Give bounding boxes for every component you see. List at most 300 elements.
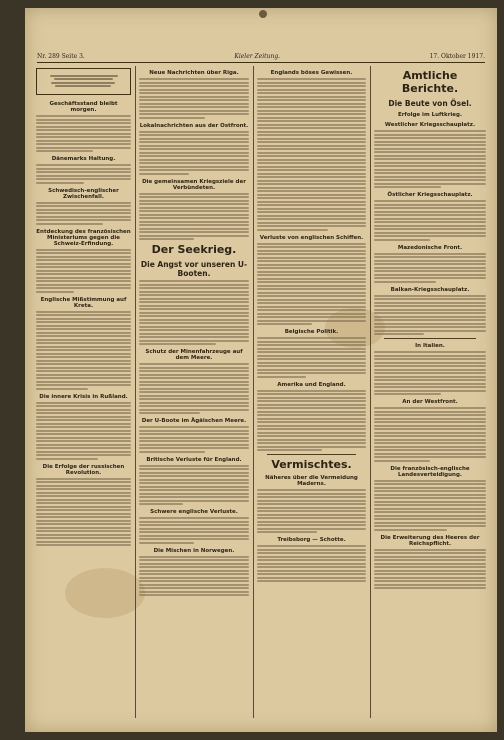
text-line bbox=[36, 335, 131, 337]
text-line bbox=[374, 393, 441, 395]
text-line bbox=[139, 503, 183, 505]
text-line bbox=[257, 323, 312, 325]
text-line bbox=[257, 407, 366, 409]
article-body bbox=[257, 337, 366, 378]
text-line bbox=[139, 489, 249, 491]
text-line bbox=[139, 148, 249, 150]
text-line bbox=[139, 319, 249, 321]
text-line bbox=[257, 204, 366, 206]
text-line bbox=[36, 527, 131, 529]
text-line bbox=[374, 358, 486, 360]
text-line bbox=[36, 209, 131, 211]
text-line bbox=[36, 314, 131, 316]
text-line bbox=[55, 85, 110, 87]
text-line bbox=[257, 414, 366, 416]
text-line bbox=[139, 426, 249, 428]
text-line bbox=[36, 164, 131, 166]
text-line bbox=[374, 326, 486, 328]
text-line bbox=[139, 196, 249, 198]
text-line bbox=[36, 129, 131, 131]
text-line bbox=[374, 511, 486, 513]
text-line bbox=[36, 122, 131, 124]
column-4 bbox=[371, 66, 489, 720]
text-line bbox=[257, 141, 366, 143]
article-heading: Neue Nachrichten über Riga. bbox=[149, 70, 239, 76]
article-heading: Die Erweiterung des Heeres der Reichspflicht. bbox=[380, 534, 480, 547]
text-line bbox=[139, 298, 249, 300]
text-line bbox=[139, 221, 249, 223]
text-line bbox=[36, 273, 131, 275]
text-line bbox=[374, 573, 486, 575]
text-line bbox=[374, 221, 486, 223]
text-line bbox=[139, 370, 249, 372]
text-line bbox=[36, 478, 131, 480]
text-line bbox=[36, 541, 131, 543]
text-line bbox=[374, 453, 486, 455]
text-line bbox=[374, 556, 486, 558]
section-heading: Vermischtes. bbox=[271, 458, 352, 471]
article-body bbox=[257, 243, 366, 326]
article-heading: Schwere englische Verluste. bbox=[150, 509, 238, 515]
text-line bbox=[374, 421, 486, 423]
text-line bbox=[36, 223, 103, 225]
text-line bbox=[374, 263, 486, 265]
text-line bbox=[36, 263, 131, 265]
text-line bbox=[374, 281, 436, 283]
text-line bbox=[139, 468, 249, 470]
text-line bbox=[257, 439, 366, 441]
text-line bbox=[139, 134, 249, 136]
text-line bbox=[36, 249, 131, 251]
text-line bbox=[257, 573, 366, 575]
text-line bbox=[374, 563, 486, 565]
article-body bbox=[36, 311, 131, 390]
article-body bbox=[374, 130, 486, 188]
text-line bbox=[36, 356, 131, 358]
text-line bbox=[139, 329, 249, 331]
text-line bbox=[36, 384, 131, 386]
text-line bbox=[257, 432, 366, 434]
text-line bbox=[374, 407, 486, 409]
text-line bbox=[257, 449, 322, 451]
article-heading: Östlicher Kriegsschauplatz. bbox=[387, 192, 473, 198]
text-line bbox=[139, 92, 249, 94]
text-line bbox=[257, 106, 366, 108]
text-line bbox=[139, 315, 249, 317]
text-line bbox=[257, 274, 366, 276]
text-line bbox=[139, 103, 249, 105]
text-line bbox=[257, 173, 366, 175]
text-line bbox=[139, 235, 249, 237]
text-line bbox=[36, 370, 131, 372]
article-heading: Die französisch-englische Landesverteidigung. bbox=[390, 465, 470, 478]
text-line bbox=[139, 106, 249, 108]
text-line bbox=[257, 187, 366, 189]
text-line bbox=[36, 488, 131, 490]
text-line bbox=[257, 96, 366, 98]
article-subheading: Die Beute von Ösel. bbox=[388, 99, 472, 108]
text-line bbox=[139, 203, 249, 205]
text-line bbox=[139, 591, 249, 593]
text-line bbox=[374, 566, 486, 568]
text-line bbox=[36, 447, 131, 449]
text-line bbox=[374, 323, 486, 325]
text-line bbox=[374, 169, 486, 171]
text-line bbox=[257, 190, 366, 192]
text-line bbox=[36, 291, 74, 293]
text-line bbox=[139, 228, 249, 230]
text-line bbox=[374, 379, 486, 381]
text-line bbox=[257, 264, 366, 266]
text-line bbox=[374, 460, 430, 462]
article-body bbox=[36, 164, 131, 184]
text-line bbox=[374, 480, 486, 482]
article-body bbox=[374, 295, 486, 336]
article-body bbox=[139, 78, 249, 119]
text-line bbox=[36, 205, 131, 207]
text-line bbox=[36, 405, 131, 407]
text-line bbox=[139, 155, 249, 157]
text-line bbox=[139, 312, 249, 314]
text-line bbox=[257, 260, 366, 262]
text-line bbox=[257, 566, 366, 568]
text-line bbox=[36, 202, 131, 204]
text-line bbox=[139, 210, 249, 212]
text-line bbox=[139, 556, 249, 558]
text-line bbox=[36, 437, 131, 439]
header-date: 17. Oktober 1917. bbox=[429, 52, 485, 60]
text-line bbox=[36, 219, 131, 221]
text-line bbox=[36, 270, 131, 272]
text-line bbox=[36, 119, 131, 121]
text-line bbox=[257, 393, 366, 395]
article-body bbox=[36, 478, 131, 547]
article-body bbox=[374, 480, 486, 531]
text-line bbox=[36, 175, 131, 177]
text-line bbox=[36, 277, 131, 279]
article-subheading: Die Angst vor unseren U-Booten. bbox=[140, 260, 248, 278]
page-header bbox=[37, 50, 485, 63]
text-line bbox=[139, 433, 249, 435]
text-line bbox=[257, 369, 366, 371]
text-line bbox=[139, 538, 249, 540]
newspaper-page bbox=[25, 8, 497, 732]
text-line bbox=[257, 162, 366, 164]
text-line bbox=[374, 432, 486, 434]
text-line bbox=[257, 446, 366, 448]
text-line bbox=[257, 78, 366, 80]
text-line bbox=[36, 430, 131, 432]
text-line bbox=[36, 182, 84, 184]
article-heading: Verluste von englischen Schiffen. bbox=[259, 234, 364, 241]
text-line bbox=[257, 316, 366, 318]
section-separator bbox=[267, 454, 356, 455]
text-line bbox=[139, 141, 249, 143]
text-line bbox=[36, 544, 131, 546]
text-line bbox=[36, 492, 131, 494]
text-line bbox=[374, 260, 486, 262]
text-line bbox=[36, 412, 131, 414]
text-line bbox=[257, 82, 366, 84]
article-body bbox=[374, 200, 486, 241]
article-heading: Die Erfolge der russischen Revolution. bbox=[42, 463, 125, 476]
text-line bbox=[36, 342, 131, 344]
text-line bbox=[36, 266, 131, 268]
text-line bbox=[139, 412, 200, 414]
punch-hole bbox=[259, 10, 267, 18]
text-line bbox=[139, 231, 249, 233]
article-body bbox=[36, 249, 131, 293]
text-line bbox=[374, 428, 486, 430]
text-line bbox=[36, 178, 131, 180]
text-line bbox=[374, 172, 486, 174]
text-line bbox=[257, 103, 366, 105]
text-line bbox=[257, 355, 366, 357]
text-line bbox=[374, 298, 486, 300]
text-line bbox=[257, 211, 366, 213]
text-line bbox=[374, 200, 486, 202]
text-line bbox=[257, 113, 366, 115]
text-line bbox=[139, 110, 249, 112]
text-line bbox=[257, 117, 366, 119]
article-body bbox=[257, 489, 366, 533]
text-line bbox=[374, 508, 486, 510]
text-line bbox=[374, 577, 486, 579]
text-line bbox=[374, 439, 486, 441]
text-line bbox=[374, 497, 486, 499]
text-line bbox=[139, 559, 249, 561]
text-line bbox=[139, 573, 249, 575]
text-line bbox=[257, 120, 366, 122]
article-body bbox=[257, 545, 366, 582]
text-line bbox=[36, 216, 131, 218]
text-line bbox=[374, 518, 486, 520]
text-line bbox=[257, 362, 366, 364]
text-line bbox=[374, 446, 486, 448]
text-line bbox=[139, 294, 249, 296]
text-line bbox=[36, 458, 98, 460]
article-heading: Westlicher Kriegsschauplatz. bbox=[384, 122, 476, 128]
text-line bbox=[374, 218, 486, 220]
text-line bbox=[139, 384, 249, 386]
text-line bbox=[257, 351, 366, 353]
text-line bbox=[36, 150, 93, 152]
text-line bbox=[139, 301, 249, 303]
text-line bbox=[374, 183, 486, 185]
text-line bbox=[139, 479, 249, 481]
text-line bbox=[374, 204, 486, 206]
text-line bbox=[36, 349, 131, 351]
text-line bbox=[139, 493, 249, 495]
article-body bbox=[139, 280, 249, 345]
article-heading: Englands böses Gewissen. bbox=[270, 70, 353, 76]
text-line bbox=[36, 212, 131, 214]
text-line bbox=[36, 416, 131, 418]
article-body bbox=[41, 75, 126, 88]
text-line bbox=[139, 78, 249, 80]
text-line bbox=[374, 277, 486, 279]
article-body bbox=[139, 363, 249, 414]
text-line bbox=[257, 341, 366, 343]
text-line bbox=[257, 159, 366, 161]
text-line bbox=[257, 215, 366, 217]
text-line bbox=[36, 516, 131, 518]
text-line bbox=[257, 507, 366, 509]
column-2 bbox=[136, 66, 252, 720]
text-line bbox=[257, 397, 366, 399]
text-line bbox=[374, 418, 486, 420]
text-line bbox=[257, 421, 366, 423]
article-heading: Belgische Politik. bbox=[284, 329, 339, 335]
text-line bbox=[374, 525, 486, 527]
header-issue: Nr. 289 Seite 3. bbox=[37, 52, 85, 60]
text-line bbox=[257, 194, 366, 196]
text-line bbox=[36, 530, 131, 532]
text-line bbox=[257, 208, 366, 210]
text-line bbox=[257, 246, 366, 248]
text-line bbox=[139, 381, 249, 383]
text-line bbox=[374, 435, 486, 437]
text-line bbox=[36, 499, 131, 501]
text-line bbox=[139, 440, 249, 442]
text-line bbox=[374, 144, 486, 146]
article-body bbox=[374, 549, 486, 590]
text-line bbox=[139, 405, 249, 407]
text-line bbox=[36, 451, 131, 453]
text-line bbox=[374, 383, 486, 385]
section-heading: Amtliche Berichte. bbox=[401, 69, 459, 95]
text-line bbox=[374, 487, 486, 489]
text-line bbox=[36, 363, 131, 365]
text-line bbox=[36, 133, 131, 135]
article-heading: Lokalnachrichten aus der Ostfront. bbox=[139, 122, 249, 129]
text-line bbox=[374, 211, 486, 213]
text-line bbox=[139, 224, 249, 226]
text-line bbox=[257, 267, 366, 269]
text-line bbox=[257, 528, 366, 530]
text-line bbox=[36, 374, 131, 376]
text-line bbox=[139, 475, 249, 477]
text-line bbox=[36, 143, 131, 145]
text-line bbox=[374, 176, 486, 178]
text-line bbox=[374, 559, 486, 561]
text-line bbox=[374, 456, 486, 458]
text-line bbox=[139, 374, 249, 376]
text-line bbox=[139, 437, 249, 439]
text-line bbox=[36, 485, 131, 487]
text-line bbox=[374, 515, 486, 517]
text-line bbox=[374, 414, 486, 416]
text-line bbox=[257, 400, 366, 402]
text-line bbox=[257, 295, 366, 297]
text-line bbox=[139, 85, 249, 87]
column-1 bbox=[33, 66, 134, 720]
text-line bbox=[139, 531, 249, 533]
text-line bbox=[257, 92, 366, 94]
text-line bbox=[374, 274, 486, 276]
text-line bbox=[374, 316, 486, 318]
text-line bbox=[139, 193, 249, 195]
text-line bbox=[257, 517, 366, 519]
text-line bbox=[257, 285, 366, 287]
text-line bbox=[374, 312, 486, 314]
text-line bbox=[374, 330, 486, 332]
text-line bbox=[36, 328, 131, 330]
text-line bbox=[139, 580, 249, 582]
text-line bbox=[374, 372, 486, 374]
article-body bbox=[36, 402, 131, 460]
text-line bbox=[36, 339, 131, 341]
text-line bbox=[36, 509, 131, 511]
article-heading: Die Mischen in Norwegen. bbox=[153, 547, 235, 554]
text-line bbox=[257, 127, 366, 129]
text-line bbox=[257, 166, 366, 168]
text-line bbox=[139, 113, 249, 115]
text-line bbox=[54, 78, 114, 80]
text-line bbox=[374, 449, 486, 451]
text-line bbox=[36, 506, 131, 508]
text-line bbox=[139, 207, 249, 209]
text-line bbox=[36, 252, 131, 254]
text-line bbox=[257, 496, 366, 498]
text-line bbox=[139, 145, 249, 147]
text-line bbox=[257, 281, 366, 283]
text-line bbox=[139, 280, 249, 282]
text-line bbox=[139, 308, 249, 310]
text-line bbox=[374, 186, 441, 188]
text-line bbox=[36, 402, 131, 404]
article-heading: Geschäftsstand bleibt morgen. bbox=[49, 101, 118, 113]
text-line bbox=[374, 365, 486, 367]
text-line bbox=[139, 363, 249, 365]
text-line bbox=[257, 197, 366, 199]
text-line bbox=[36, 171, 131, 173]
text-line bbox=[374, 151, 486, 153]
text-line bbox=[374, 386, 486, 388]
article-heading: Der Seekrieg. bbox=[151, 243, 237, 256]
text-line bbox=[257, 250, 366, 252]
text-line bbox=[36, 426, 131, 428]
article-body bbox=[139, 517, 249, 544]
text-line bbox=[139, 291, 249, 293]
text-line bbox=[36, 481, 131, 483]
article-heading: Die innere Krisis in Rußland. bbox=[39, 393, 128, 400]
text-line bbox=[374, 411, 486, 413]
text-line bbox=[139, 587, 249, 589]
text-line bbox=[257, 521, 366, 523]
text-line bbox=[374, 369, 486, 371]
text-line bbox=[257, 545, 366, 547]
text-line bbox=[139, 570, 249, 572]
article-body bbox=[139, 556, 249, 597]
article-heading: Die gemeinsamen Kriegsziele der Verbündeten. bbox=[142, 178, 246, 191]
text-line bbox=[374, 214, 486, 216]
text-line bbox=[374, 490, 486, 492]
text-line bbox=[139, 409, 249, 411]
text-line bbox=[257, 425, 366, 427]
text-line bbox=[139, 377, 249, 379]
section-separator bbox=[384, 338, 476, 339]
text-line bbox=[257, 320, 366, 322]
text-line bbox=[257, 155, 366, 157]
text-line bbox=[374, 235, 486, 237]
text-line bbox=[139, 82, 249, 84]
text-line bbox=[139, 496, 249, 498]
text-line bbox=[257, 390, 366, 392]
header-paper: Kieler Zeitung. bbox=[234, 52, 281, 60]
text-line bbox=[257, 503, 366, 505]
article-heading: Schutz der Minenfahrzeuge auf dem Meere. bbox=[145, 349, 243, 361]
